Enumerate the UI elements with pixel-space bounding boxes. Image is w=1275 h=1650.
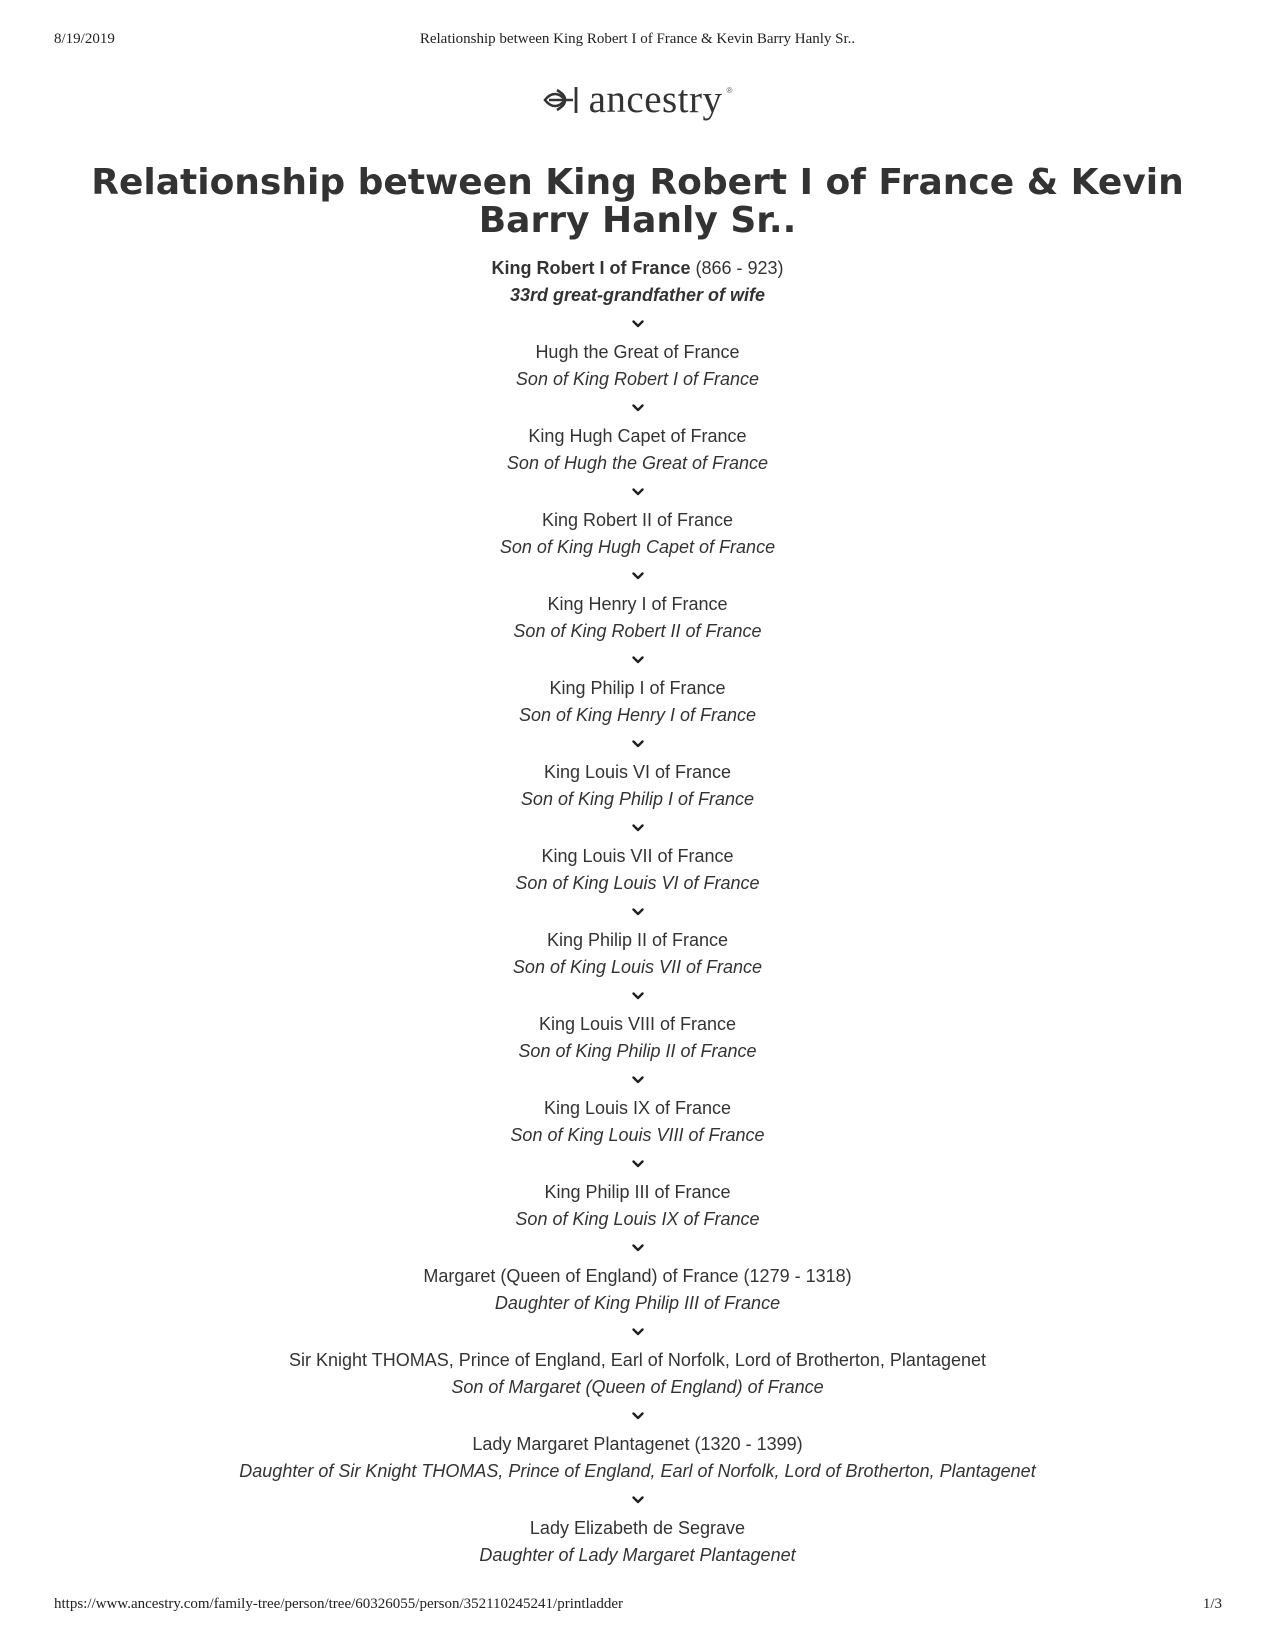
ladder-person: [0, 1095, 1275, 1149]
ladder-person: [0, 591, 1275, 645]
chevron-down-icon: [0, 393, 1275, 423]
ladder-person: [0, 507, 1275, 561]
person-name: King Louis IX of France: [543, 1098, 732, 1118]
ladder-person: [0, 1515, 1275, 1569]
ladder-person: [0, 1263, 1275, 1317]
person-relation: Son of King Louis VII of France: [512, 957, 763, 977]
chevron-down-icon: [0, 1401, 1275, 1431]
person-relation: Daughter of Lady Margaret Plantagenet: [479, 1545, 796, 1565]
print-header: [0, 31, 1275, 53]
ladder-person: [0, 675, 1275, 729]
chevron-down-icon: [0, 1485, 1275, 1515]
chevron-down-icon: [0, 1233, 1275, 1263]
person-relation: Son of King Louis VI of France: [515, 873, 760, 893]
chevron-down-icon: [0, 981, 1275, 1011]
person-name: King Henry I of France: [547, 594, 728, 614]
person-name: King Hugh Capet of France: [528, 426, 747, 446]
ladder-person: [0, 339, 1275, 393]
person-dates: (866 - 923): [695, 258, 784, 278]
ladder-person: [0, 423, 1275, 477]
print-url: https://www.ancestry.com/family-tree/person/tree/60326055/person/352110245241/printladder: [54, 1596, 624, 1612]
chevron-down-icon: [0, 729, 1275, 759]
ancestry-leaf-icon: [543, 84, 583, 116]
chevron-down-icon: [0, 897, 1275, 927]
chevron-down-icon: [0, 1149, 1275, 1179]
person-relation: Son of King Robert I of France: [515, 369, 760, 389]
ladder-person: [0, 1011, 1275, 1065]
ladder-person: [0, 1179, 1275, 1233]
page-number: 1/3: [1202, 1596, 1222, 1612]
chevron-down-icon: [0, 309, 1275, 339]
person-relation: Son of King Philip II of France: [518, 1041, 757, 1061]
person-relation: 33rd great-grandfather of wife: [509, 285, 766, 305]
person-relation: Son of Hugh the Great of France: [506, 453, 769, 473]
relationship-ladder: [0, 255, 1275, 1569]
person-relation: Daughter of King Philip III of France: [494, 1293, 781, 1313]
ladder-person: [0, 759, 1275, 813]
person-name: King Philip III of France: [544, 1182, 731, 1202]
person-relation: Son of King Hugh Capet of France: [499, 537, 776, 557]
chevron-down-icon: [0, 1065, 1275, 1095]
print-date: 8/19/2019: [54, 31, 115, 47]
person-name: Margaret (Queen of England) of France: [423, 1266, 739, 1286]
person-name: King Philip I of France: [549, 678, 726, 698]
person-name: King Louis VI of France: [543, 762, 732, 782]
ladder-person: [0, 1431, 1275, 1485]
person-relation: Son of King Louis IX of France: [515, 1209, 760, 1229]
person-name: Lady Elizabeth de Segrave: [529, 1518, 746, 1538]
person-relation: Son of King Louis VIII of France: [510, 1125, 765, 1145]
person-name: King Philip II of France: [546, 930, 729, 950]
print-page-title: Relationship between King Robert I of France & Kevin Barry Hanly Sr..: [419, 31, 856, 47]
ladder-person: [0, 843, 1275, 897]
ladder-person: [0, 1347, 1275, 1401]
person-name: Sir Knight THOMAS, Prince of England, Earl of Norfolk, Lord of Brotherton, Plantagenet: [288, 1350, 987, 1370]
chevron-down-icon: [0, 477, 1275, 507]
print-footer: [0, 1596, 1275, 1616]
person-relation: Son of King Henry I of France: [518, 705, 757, 725]
person-relation: Son of Margaret (Queen of England) of France: [451, 1377, 824, 1397]
person-name: King Louis VII of France: [541, 846, 734, 866]
chevron-down-icon: [0, 1317, 1275, 1347]
person-name: King Robert II of France: [541, 510, 734, 530]
ladder-person: [0, 927, 1275, 981]
person-relation: Son of King Philip I of France: [520, 789, 755, 809]
chevron-down-icon: [0, 645, 1275, 675]
person-name: Hugh the Great of France: [535, 342, 740, 362]
ancestry-wordmark: ancestry: [588, 78, 723, 121]
person-name: King Robert I of France: [491, 258, 691, 278]
person-name: Lady Margaret Plantagenet: [472, 1434, 690, 1454]
person-dates: (1320 - 1399): [694, 1434, 803, 1454]
person-relation: Son of King Robert II of France: [513, 621, 762, 641]
person-dates: (1279 - 1318): [743, 1266, 852, 1286]
person-name: King Louis VIII of France: [538, 1014, 737, 1034]
page-title: Relationship between King Robert I of France & Kevin Barry Hanly Sr..: [91, 162, 1184, 241]
chevron-down-icon: [0, 813, 1275, 843]
person-relation: Daughter of Sir Knight THOMAS, Prince of England, Earl of Norfolk, Lord of Brotherton, Plantagenet: [239, 1461, 1036, 1481]
ancestry-logo: ancestry ®: [0, 78, 1275, 122]
chevron-down-icon: [0, 561, 1275, 591]
ladder-person: [0, 255, 1275, 309]
